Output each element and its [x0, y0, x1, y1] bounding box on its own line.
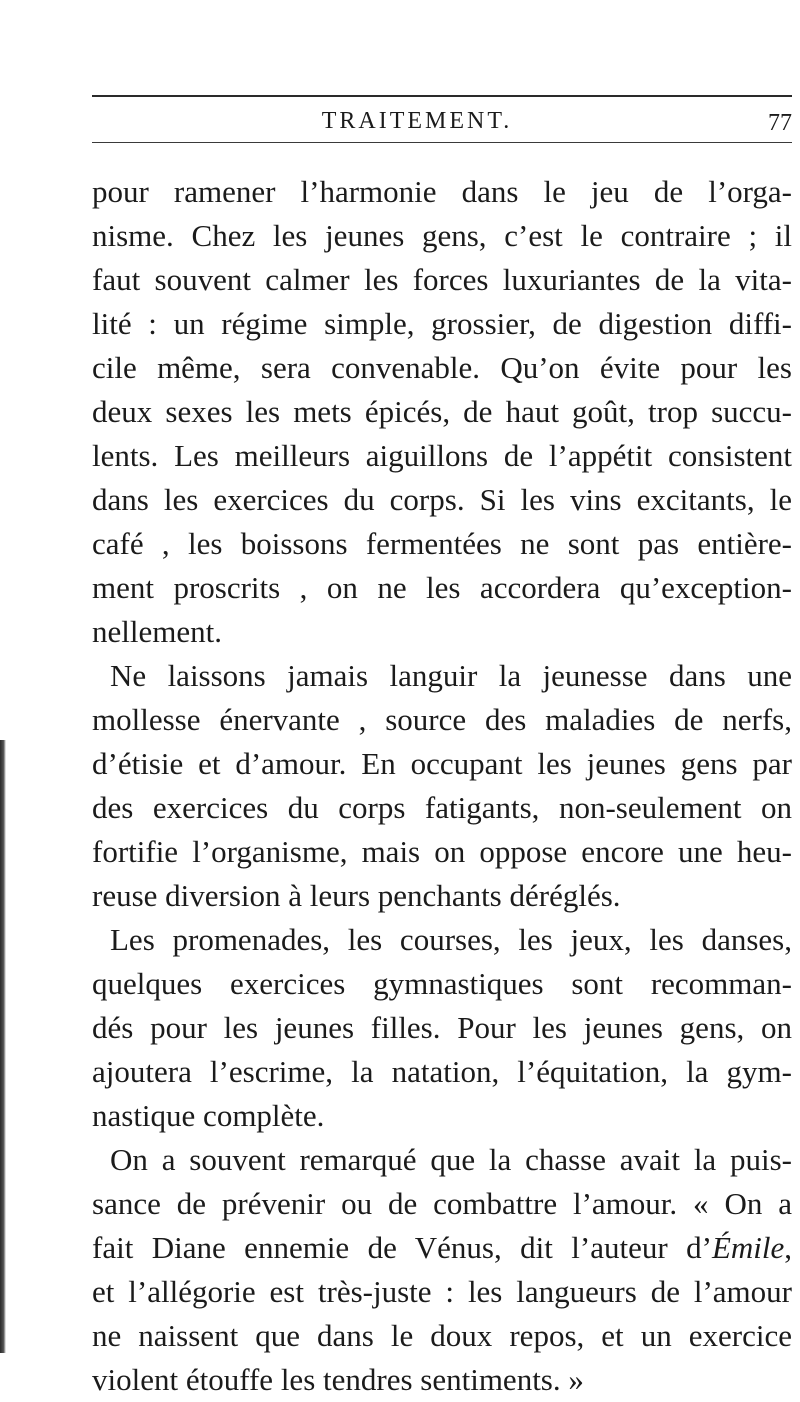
text-line: sance de prévenir ou de combattre l’amour. « On a: [92, 1186, 792, 1221]
italic-title: Émile: [711, 1230, 785, 1265]
page-number: 77: [768, 110, 792, 136]
text-line: fortifie l’organisme, mais on oppose encore une heu-: [92, 834, 792, 869]
text-line: dés pour les jeunes filles. Pour les jeunes gens, on: [92, 1010, 792, 1045]
text-line: dans les exercices du corps. Si les vins excitants, le: [92, 482, 792, 517]
running-title: TRAITEMENT.: [321, 108, 513, 134]
text-line: violent étouffe les tendres sentiments. »: [92, 1362, 584, 1397]
text-line: cile même, sera convenable. Qu’on évite pour les: [92, 350, 792, 385]
text-line: Les promenades, les courses, les jeux, les danses,: [110, 922, 792, 957]
page-edge-shadow: [0, 740, 6, 1353]
text-line: d’étisie et d’amour. En occupant les jeunes gens par: [92, 746, 792, 781]
text-line: nastique complète.: [92, 1098, 325, 1133]
text-line: nellement.: [92, 614, 222, 649]
text-line: nisme. Chez les jeunes gens, c’est le contraire ; il: [92, 218, 792, 253]
text-line: lité : un régime simple, grossier, de digestion diffi-: [92, 306, 792, 341]
text-line: lents. Les meilleurs aiguillons de l’appétit consistent: [92, 438, 792, 473]
text-line: deux sexes les mets épicés, de haut goût, trop succu-: [92, 394, 792, 429]
text-fragment: fait Diane ennemie de Vénus, dit l’auteur d’: [92, 1230, 712, 1265]
text-line: mollesse énervante , source des maladies de nerfs,: [92, 702, 792, 737]
text-line: ment proscrits , on ne les accordera qu’exception-: [92, 570, 792, 605]
text-line: ne naissent que dans le doux repos, et un exercice: [92, 1318, 792, 1353]
header-rule-top: [92, 95, 792, 97]
text-line: On a souvent remarqué que la chasse avait la puis-: [110, 1142, 792, 1177]
text-line: et l’allégorie est très-juste : les langueurs de l’amour: [92, 1274, 792, 1309]
header-rule-bottom: [92, 142, 792, 143]
text-line: faut souvent calmer les forces luxuriantes de la vita-: [92, 262, 792, 297]
text-line: des exercices du corps fatigants, non-seulement on: [92, 790, 792, 825]
text-line: café , les boissons fermentées ne sont pas entière-: [92, 526, 792, 561]
text-line: ajoutera l’escrime, la natation, l’équitation, la gym-: [92, 1054, 792, 1089]
text-line: reuse diversion à leurs penchants déréglés.: [92, 878, 621, 913]
text-fragment: ,: [784, 1230, 792, 1265]
running-header: [92, 104, 792, 138]
text-line-with-italic: [92, 1226, 792, 1270]
text-line: Ne laissons jamais languir la jeunesse dans une: [110, 658, 792, 693]
text-line: quelques exercices gymnastiques sont recomman-: [92, 966, 792, 1001]
body-text: [92, 170, 792, 1402]
text-line: pour ramener l’harmonie dans le jeu de l’orga-: [92, 174, 792, 209]
